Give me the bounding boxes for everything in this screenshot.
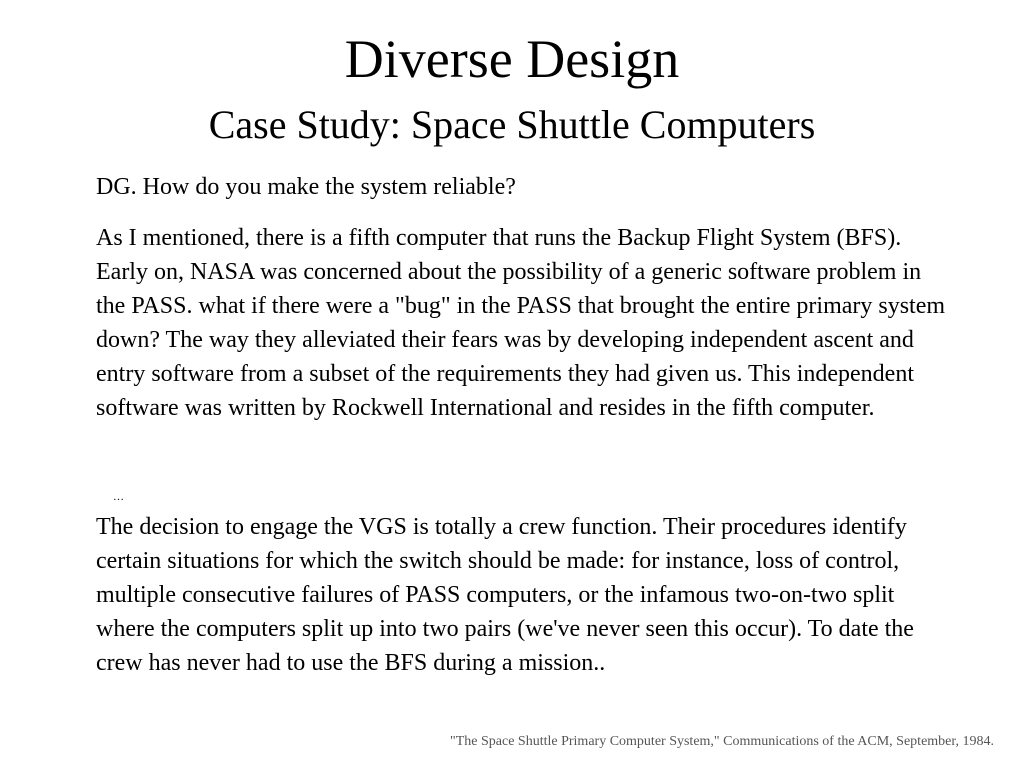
- slide-title: Diverse Design: [344, 29, 680, 89]
- slide-subtitle: Case Study: Space Shuttle Computers: [208, 102, 816, 147]
- ellipsis-marker: …: [113, 491, 124, 503]
- answer-paragraph-1: As I mentioned, there is a fifth computer that runs the Backup Flight System (BFS). Early on, NASA was concerned about the possibility of a generic software problem in the PASS. what if there were a "bug" in the PASS that brought the entire primary system down? The way they alleviated their fears was by developing independent ascent and entry software from a subset of the requirements they had given us. This independent software was written by Rockwell International and resides in the fifth computer.: [96, 225, 946, 421]
- question-text: DG. How do you make the system reliable?: [96, 174, 516, 200]
- citation: "The Space Shuttle Primary Computer System," Communications of the ACM, September, 1984.: [450, 734, 994, 749]
- answer-paragraph-2: The decision to engage the VGS is totally a crew function. Their procedures identify certain situations for which the switch should be made: for instance, loss of control, multiple consecutive failures of PASS computers, or the infamous two-on-two split where the computers split up into two pairs (we've never seen this occur). To date the crew has never had to use the BFS during a mission..: [96, 514, 914, 676]
